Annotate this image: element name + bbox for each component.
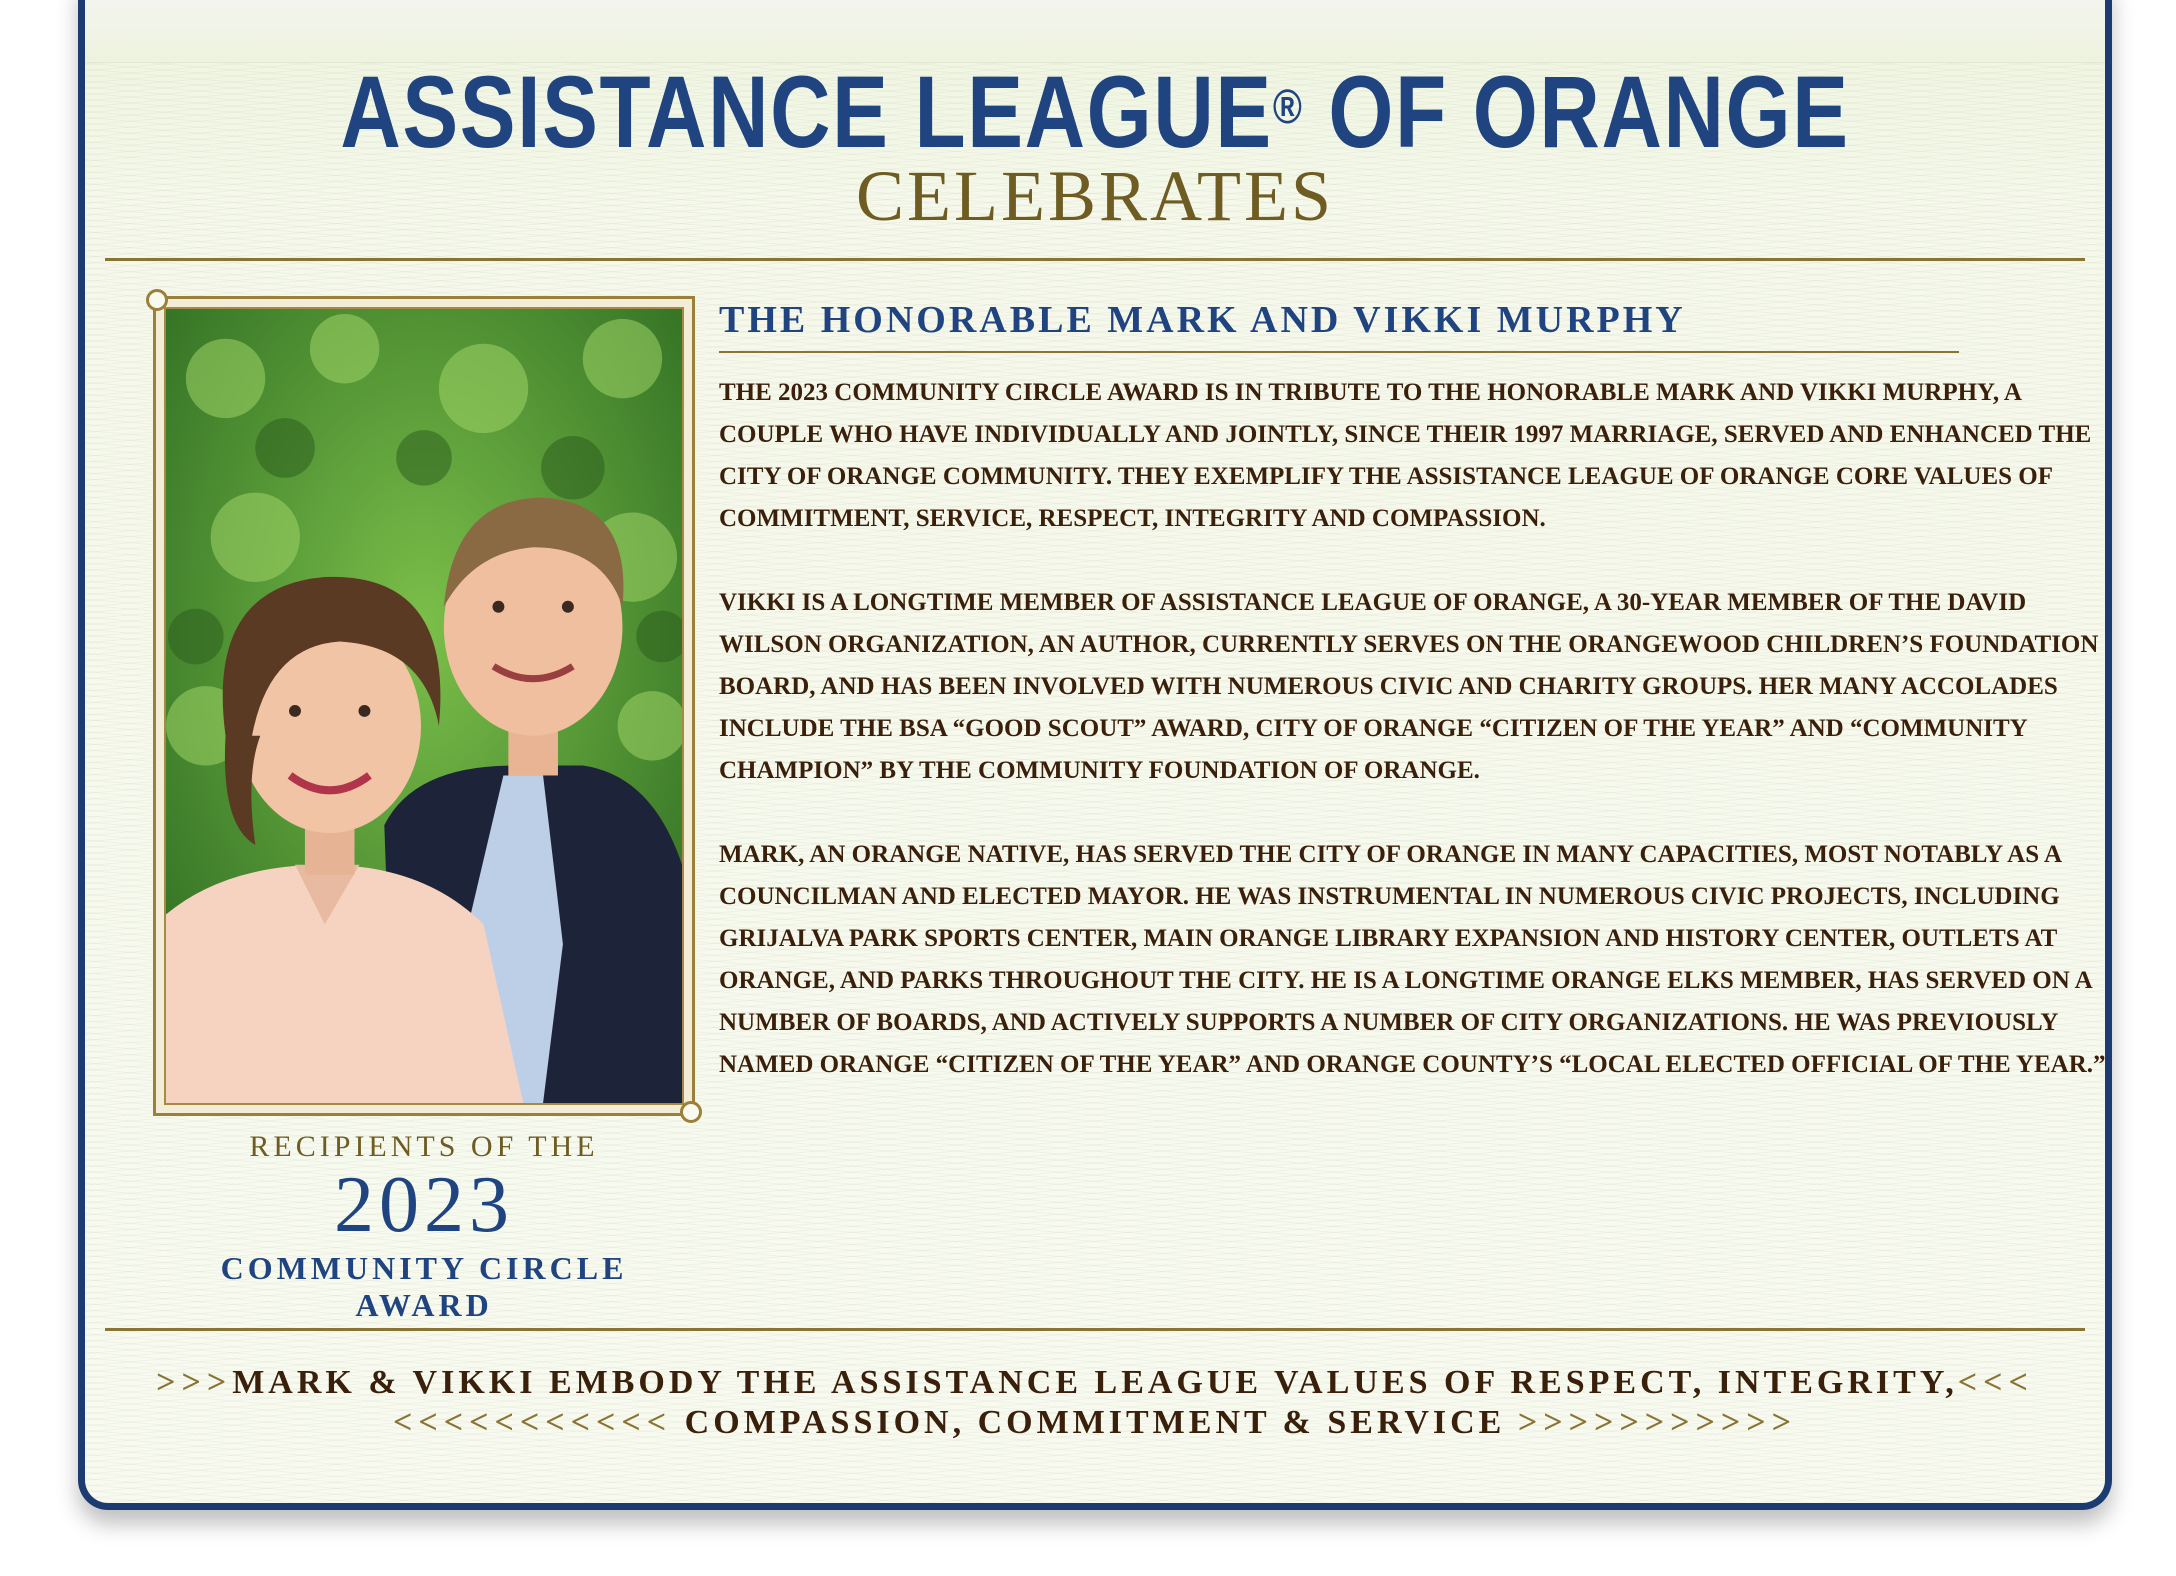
arrow-decoration: >>>>>>>>>>> [1517, 1404, 1797, 1441]
arrow-decoration: >>> [156, 1364, 233, 1401]
footer-text: COMPASSION, COMMITMENT & SERVICE [684, 1404, 1506, 1441]
registered-mark: ® [1272, 81, 1304, 134]
photo-frame [153, 296, 695, 1116]
tribute-paragraph: VIKKI IS A LONGTIME MEMBER OF ASSISTANCE LEAGUE OF ORANGE, A 30-YEAR MEMBER OF THE DAVID WILSON ORGANIZATION, AN AUTHOR, CURRENTLY SERVES ON THE ORANGEWOOD CHILDREN’S FOUNDATION BOARD, AND HAS BEEN INVOLVED WITH NUMEROUS CIVIC AND CHARITY GROUPS. HER MANY ACCOLADES INCLUDE THE BSA “GOOD SCOUT” AWARD, CITY OF ORANGE “CITIZEN OF THE YEAR” AND “COMMUNITY CHAMPION” BY THE COMMUNITY FOUNDATION OF ORANGE. [719, 589, 2099, 784]
award-recipients-label: RECIPIENTS OF THE [249, 1130, 599, 1163]
award-card [78, 0, 2112, 1510]
top-band [85, 0, 2105, 63]
tribute-paragraph: MARK, AN ORANGE NATIVE, HAS SERVED THE CITY OF ORANGE IN MANY CAPACITIES, MOST NOTABLY AS A COUNCILMAN AND ELECTED MAYOR. HE WAS INSTRUMENTAL IN NUMEROUS CIVIC PROJECTS, INCLUDING GRIJALVA PARK SPORTS CENTER, MAIN ORANGE LIBRARY EXPANSION AND HISTORY CENTER, OUTLETS AT ORANGE, AND PARKS THROUGHOUT THE CITY. HE IS A LONGTIME ORANGE ELKS MEMBER, HAS SERVED ON A NUMBER OF BOARDS, AND ACTIVELY SUPPORTS A NUMBER OF CITY ORGANIZATIONS. HE WAS PREVIOUSLY NAMED ORANGE “CITIZEN OF THE YEAR” AND ORANGE COUNTY’S “LOCAL ELECTED OFFICIAL OF THE YEAR.” [719, 841, 2106, 1078]
couple-photo [164, 307, 684, 1105]
footer-line-1 [85, 1364, 2105, 1402]
title-suffix: OF ORANGE [1328, 55, 1850, 169]
award-name: COMMUNITY CIRCLE AWARD [220, 1250, 628, 1323]
divider-top [105, 258, 2085, 261]
footer-text: MARK & VIKKI EMBODY THE ASSISTANCE LEAGUE VALUES OF RESPECT, INTEGRITY, [232, 1364, 1958, 1401]
title-main: ASSISTANCE LEAGUE [340, 55, 1273, 169]
page-title [267, 55, 1923, 169]
honoree-name: THE HONORABLE MARK AND VIKKI MURPHY [719, 299, 1686, 341]
arrow-decoration: <<< [1957, 1364, 2034, 1401]
arrow-decoration: <<<<<<<<<<< [393, 1404, 673, 1441]
award-year: 2023 [334, 1161, 514, 1249]
divider-bottom [105, 1328, 2085, 1331]
honoree-divider [719, 351, 1959, 353]
tribute-paragraph: THE 2023 COMMUNITY CIRCLE AWARD IS IN TRIBUTE TO THE HONORABLE MARK AND VIKKI MURPHY, A COUPLE WHO HAVE INDIVIDUALLY AND JOINTLY, SINCE THEIR 1997 MARRIAGE, SERVED AND ENHANCED THE CITY OF ORANGE COMMUNITY. THEY EXEMPLIFY THE ASSISTANCE LEAGUE OF ORANGE CORE VALUES OF COMMITMENT, SERVICE, RESPECT, INTEGRITY AND COMPASSION. [719, 379, 2092, 532]
footer-line-2 [85, 1404, 2105, 1442]
tribute-text [719, 372, 2119, 1128]
page-subtitle: CELEBRATES [855, 156, 1335, 236]
